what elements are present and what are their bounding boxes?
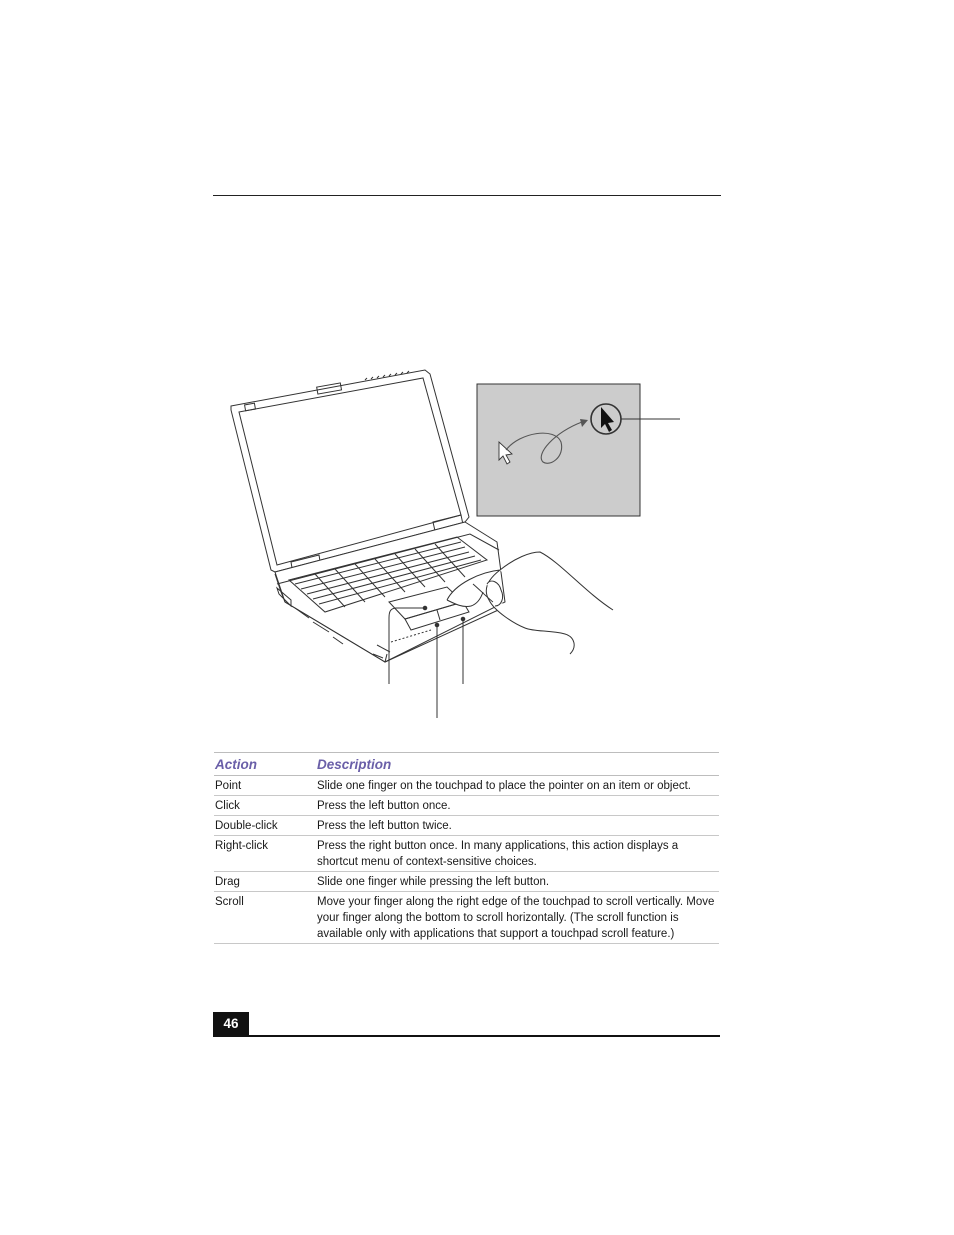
description-cell: Press the right button once. In many applications, this action displays a shortcut menu of context-sensitive choices. xyxy=(316,836,719,872)
description-cell: Press the left button twice. xyxy=(316,816,719,836)
table-row xyxy=(214,872,719,892)
touchpad-actions-table xyxy=(214,752,719,944)
laptop-illustration xyxy=(225,362,695,724)
table-header-row xyxy=(214,753,719,776)
description-cell: Move your finger along the right edge of the touchpad to scroll vertically. Move your finger along the bottom to scroll horizontally. (The scroll function is available only with applications that support a touchpad scroll feature.) xyxy=(316,892,719,944)
action-cell: Point xyxy=(214,776,316,796)
table-row xyxy=(214,816,719,836)
description-cell: Slide one finger while pressing the left button. xyxy=(316,872,719,892)
action-cell: Double-click xyxy=(214,816,316,836)
table-row xyxy=(214,892,719,944)
action-cell: Scroll xyxy=(214,892,316,944)
table-row xyxy=(214,776,719,796)
table-row xyxy=(214,836,719,872)
touchpad-figure xyxy=(225,362,695,724)
table-row xyxy=(214,796,719,816)
page-number: 46 xyxy=(213,1012,249,1036)
footer-rule xyxy=(213,1035,720,1037)
description-cell: Press the left button once. xyxy=(316,796,719,816)
action-cell: Drag xyxy=(214,872,316,892)
header-description: Description xyxy=(316,753,719,776)
header-rule xyxy=(213,195,721,196)
action-cell: Click xyxy=(214,796,316,816)
description-cell: Slide one finger on the touchpad to place the pointer on an item or object. xyxy=(316,776,719,796)
action-cell: Right-click xyxy=(214,836,316,872)
touchpad-actions-table-container xyxy=(214,752,719,944)
pointer-screen-inset xyxy=(477,384,680,516)
header-action: Action xyxy=(214,753,316,776)
